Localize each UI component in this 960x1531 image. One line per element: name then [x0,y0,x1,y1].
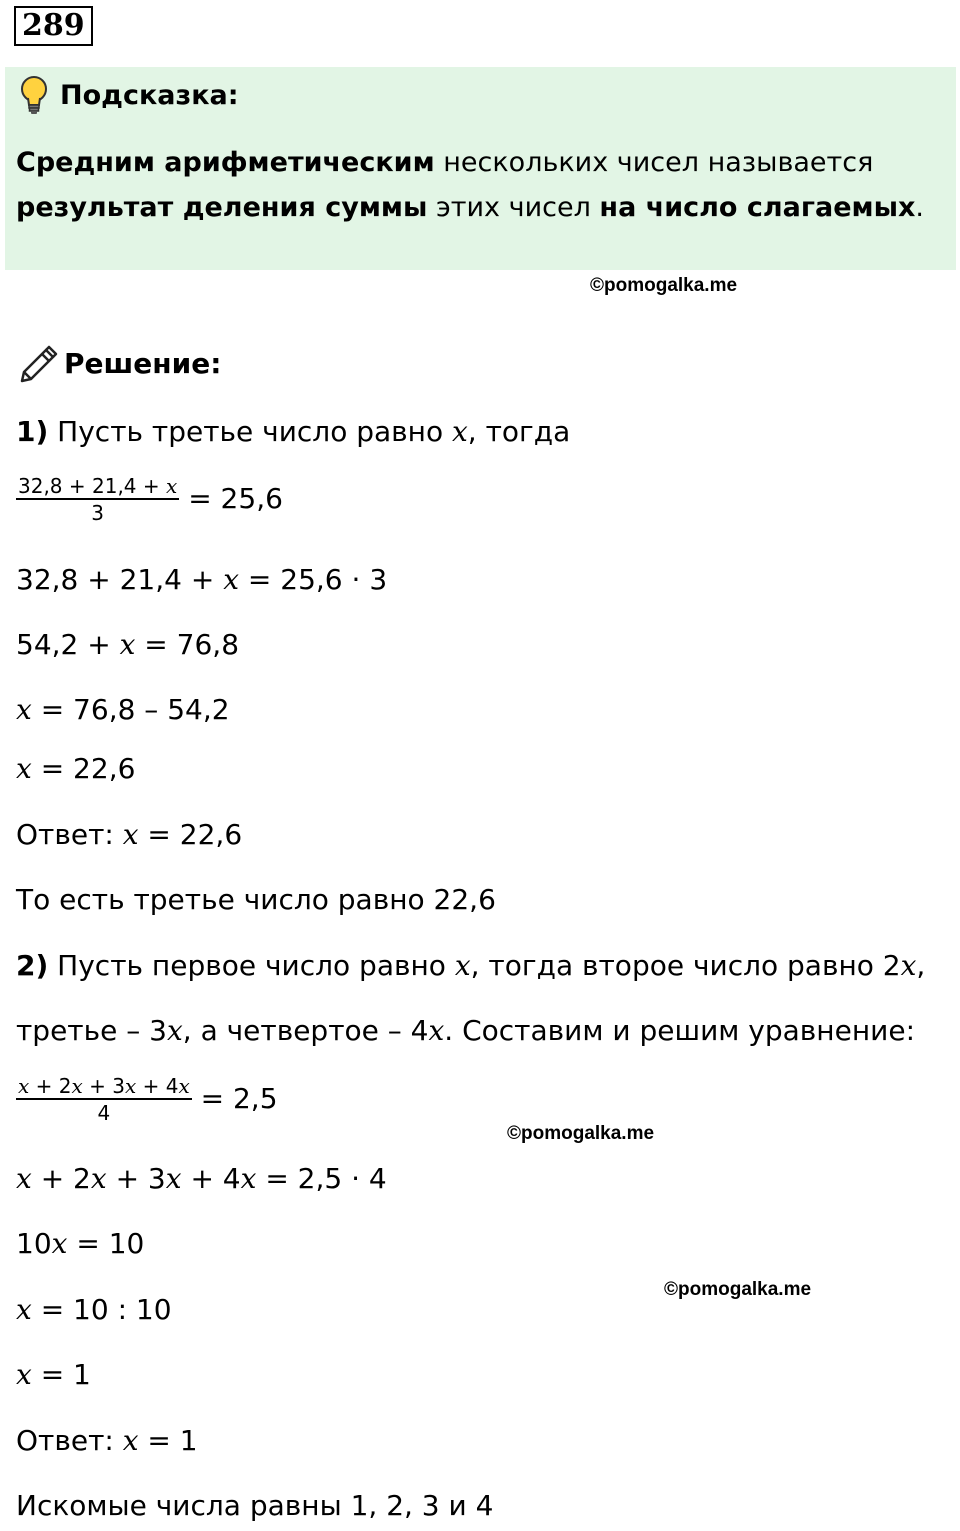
text: 54,2 + [16,628,120,661]
pencil-icon [18,342,60,384]
text: , тогда второе число равно 2 [470,949,901,982]
var-x: 𝑥 [165,1162,182,1195]
var-x: 𝑥 [452,415,468,448]
var-x: 𝑥 [71,1074,83,1098]
var-x: 𝑥 [18,1074,30,1098]
text: = 25,6 · 3 [239,563,388,596]
task-number: 289 [14,6,93,46]
text: + 2 [31,1162,91,1195]
p2-fraction-equation [16,1074,278,1126]
text: . Составим и решим уравнение: [444,1014,916,1047]
p1-step-1 [16,562,387,598]
text: = 76,8 [135,628,240,661]
text: Пусть третье число равно [48,415,452,448]
var-x: 𝑥 [51,1227,68,1260]
text: , а четвертое – 4 [182,1014,429,1047]
text: = 2,5 [191,1082,278,1115]
text: = 1 [138,1424,198,1457]
p2-step-1 [16,1161,387,1197]
text: 10 [16,1227,52,1260]
p1-conclusion: То есть третье число равно 22,6 [16,883,496,916]
text: 32,8 + 21,4 + [16,563,224,596]
var-x: 𝑥 [16,1358,32,1391]
text: = 76,8 – 54,2 [31,693,230,726]
p2-step-4 [16,1357,91,1393]
var-x: 𝑥 [428,1014,445,1047]
hint-title: Подсказка: [60,80,239,111]
var-x: 𝑥 [166,1014,183,1047]
fraction [16,1074,192,1126]
text: = 10 [67,1227,145,1260]
var-x: 𝑥 [90,1162,107,1195]
var-x: 𝑥 [16,693,32,726]
solution-title: Решение: [64,347,222,380]
hint-line-2 [16,190,924,226]
text: 32,8 + 21,4 + [18,474,167,498]
p2-answer [16,1423,198,1459]
p1-step-3 [16,692,230,728]
part-number: 2) [16,949,49,982]
var-x: 𝑥 [16,1293,32,1326]
text: , [916,949,926,982]
hint-line-1 [16,145,873,181]
var-x: 𝑥 [454,949,471,982]
p1-fraction-equation [16,474,283,526]
text: Ответ: [16,1424,123,1457]
text: третье – 3 [16,1014,167,1047]
var-x: 𝑥 [16,752,32,785]
hint-bold: на число слагаемых [599,192,916,223]
p2-step-2 [16,1226,144,1262]
var-x: 𝑥 [223,563,240,596]
text: , тогда [467,415,571,448]
part-number: 1) [16,415,49,448]
p1-step-4 [16,751,135,787]
watermark: ©pomogalka.me [590,275,738,296]
watermark: ©pomogalka.me [664,1279,812,1300]
hint-bold: результат деления суммы [16,192,428,223]
hint-text: этих чисел [427,192,600,223]
p2-intro-2 [16,1013,915,1049]
hint-text: нескольких чисел называется [434,147,874,178]
text: = 22,6 [31,752,136,785]
text: + 3 [82,1074,125,1098]
hint-term: Средним арифметическим [16,147,435,178]
denominator: 4 [97,1101,111,1125]
numerator [16,1074,192,1100]
p1-intro [16,414,570,450]
p1-step-2 [16,627,239,663]
p2-intro-1 [16,948,925,984]
text: = 2,5 · 4 [256,1162,387,1195]
text: = 10 : 10 [31,1293,172,1326]
fraction [16,474,179,526]
var-x: 𝑥 [16,1162,32,1195]
p2-conclusion: Искомые числа равны 1, 2, 3 и 4 [16,1489,494,1522]
denominator: 3 [91,501,105,525]
text: + 3 [106,1162,166,1195]
var-x: 𝑥 [119,628,136,661]
watermark: ©pomogalka.me [507,1123,655,1144]
var-x: 𝑥 [122,1424,139,1457]
var-x: 𝑥 [166,474,178,498]
numerator [16,474,179,500]
var-x: 𝑥 [122,818,139,851]
text: + 4 [181,1162,241,1195]
lightbulb-icon [18,74,50,116]
var-x: 𝑥 [124,1074,137,1098]
text: = 22,6 [138,818,243,851]
text: Ответ: [16,818,123,851]
text: = 25,6 [179,482,283,515]
text: Пусть первое число равно [48,949,455,982]
text: + 2 [29,1074,72,1098]
text: = 1 [31,1358,91,1391]
var-x: 𝑥 [178,1074,190,1098]
hint-text: . [915,192,925,223]
var-x: 𝑥 [240,1162,257,1195]
var-x: 𝑥 [900,949,917,982]
p1-answer [16,817,242,853]
p2-step-3 [16,1292,172,1328]
text: + 4 [136,1074,179,1098]
